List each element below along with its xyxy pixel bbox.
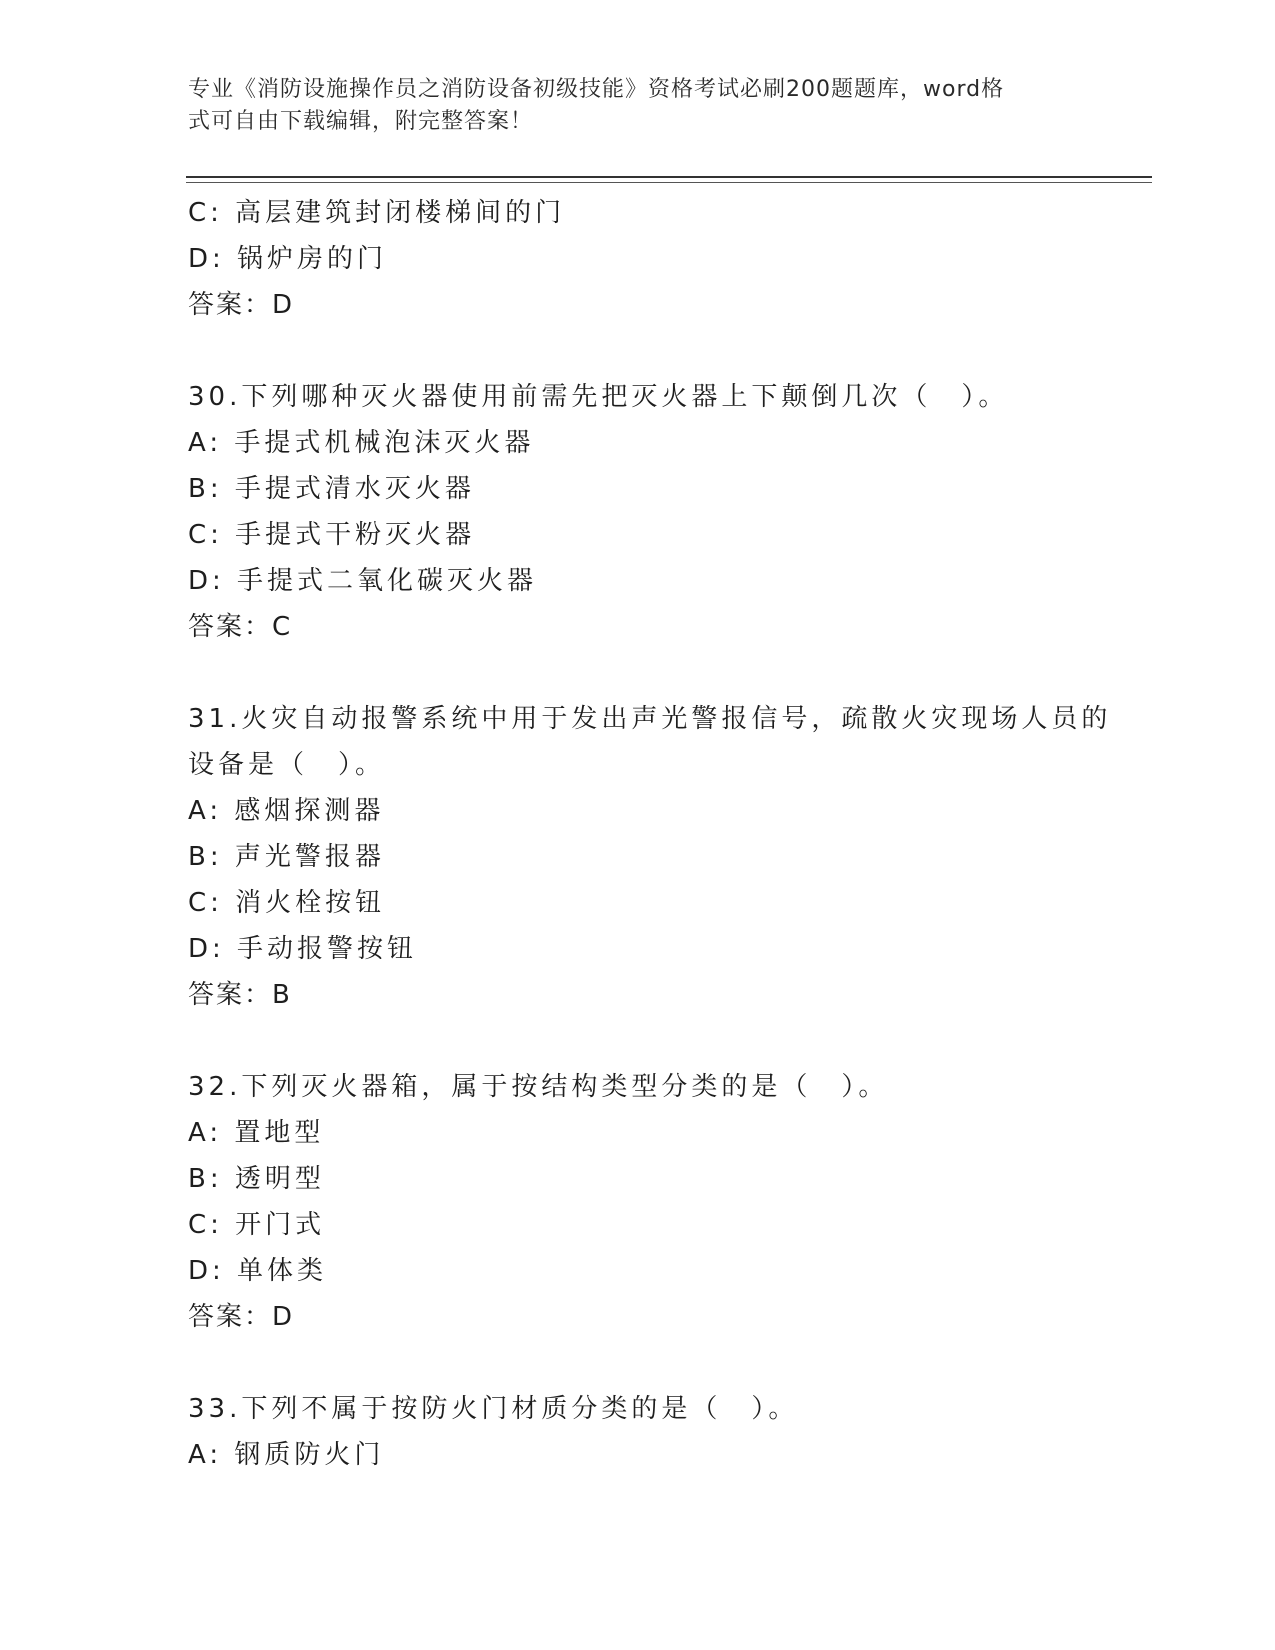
question-stem-line-2: 设备是（ ）。: [188, 750, 386, 780]
header-divider-thick: [186, 176, 1152, 178]
document-body: [188, 190, 1112, 1478]
answer-line: 答案：D: [188, 1302, 295, 1332]
question-31: [188, 696, 1112, 1018]
option-c: C: 消火栓按钮: [188, 888, 386, 918]
option-c: C: 开门式: [188, 1210, 326, 1240]
answer-line: 答案：C: [188, 612, 293, 642]
header-divider-thin: [186, 182, 1152, 183]
answer-line: 答案：D: [188, 290, 295, 320]
option-a: A: 感烟探测器: [188, 796, 385, 826]
option-b: B: 手提式清水灭火器: [188, 474, 475, 504]
answer-line: 答案：B: [188, 980, 292, 1010]
header-title-line-1: 专业《消防设施操作员之消防设备初级技能》资格考试必刷200题题库，word格: [188, 77, 1005, 102]
question-32: [188, 1064, 1088, 1340]
option-a: A: 手提式机械泡沫灭火器: [188, 428, 535, 458]
option-b: B: 声光警报器: [188, 842, 385, 872]
option-a: A: 钢质防火门: [188, 1440, 385, 1470]
option-c: C: 手提式干粉灭火器: [188, 520, 476, 550]
question-stem: 33.下列不属于按防火门材质分类的是（ ）。: [188, 1394, 799, 1424]
option-d: D: 手提式二氧化碳灭火器: [188, 566, 538, 596]
header-title-line-2: 式可自由下载编辑，附完整答案！: [188, 109, 534, 134]
question-stem-line-1: 31.火灾自动报警系统中用于发出声光警报信号，疏散火灾现场人员的: [188, 704, 1112, 734]
question-29-partial: [188, 190, 1088, 328]
question-30: [188, 374, 1088, 650]
option-c: C: 高层建筑封闭楼梯间的门: [188, 198, 566, 228]
option-b: B: 透明型: [188, 1164, 325, 1194]
question-stem: 30.下列哪种灭火器使用前需先把灭火器上下颠倒几次（ ）。: [188, 382, 1009, 412]
option-d: D: 单体类: [188, 1256, 328, 1286]
option-d: D: 手动报警按钮: [188, 934, 418, 964]
question-stem: 32.下列灭火器箱，属于按结构类型分类的是（ ）。: [188, 1072, 889, 1102]
question-33: [188, 1386, 1088, 1478]
option-a: A: 置地型: [188, 1118, 325, 1148]
document-header: [188, 74, 1068, 138]
option-d: D: 锅炉房的门: [188, 244, 388, 274]
